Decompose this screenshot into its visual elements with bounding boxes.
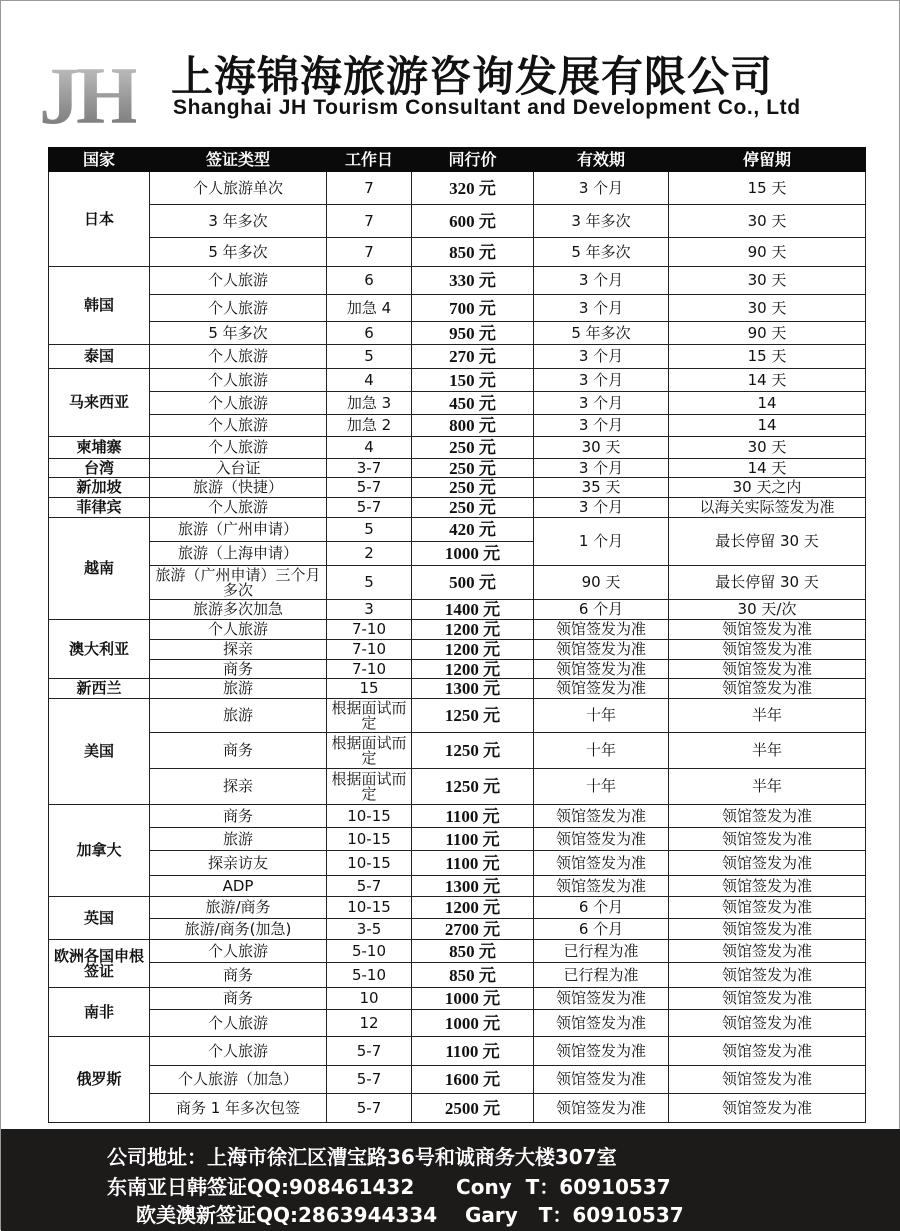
price-cell: 250 元 (412, 459, 534, 478)
price-cell: 850 元 (412, 940, 534, 963)
work-days-cell: 5-7 (327, 1094, 412, 1123)
column-header: 有效期 (534, 148, 669, 172)
stay-cell: 90 天 (669, 322, 866, 345)
table-row (49, 851, 866, 876)
work-days-cell: 7-10 (327, 640, 412, 660)
price-cell: 1000 元 (412, 988, 534, 1010)
stay-cell: 领馆签发为准 (669, 963, 866, 988)
stay-cell: 30 天之内 (669, 478, 866, 498)
validity-cell: 领馆签发为准 (534, 876, 669, 897)
visa-type-cell: 商务 (150, 988, 327, 1010)
country-cell: 泰国 (49, 345, 150, 369)
visa-type-cell: 个人旅游 (150, 1010, 327, 1037)
stay-cell: 14 (669, 415, 866, 437)
visa-price-table (48, 147, 866, 1123)
price-cell: 1100 元 (412, 851, 534, 876)
footer-contact (1, 1129, 900, 1231)
validity-cell: 已行程为准 (534, 940, 669, 963)
table-row (49, 478, 866, 498)
visa-type-cell: 旅游（广州申请）三个月多次 (150, 566, 327, 600)
stay-cell: 15 天 (669, 345, 866, 369)
visa-type-cell: 旅游/商务(加急) (150, 919, 327, 940)
work-days-cell: 7 (327, 238, 412, 267)
price-cell: 1300 元 (412, 876, 534, 897)
work-days-cell: 2 (327, 542, 412, 566)
visa-type-cell: 个人旅游 (150, 437, 327, 459)
work-days-cell: 5-7 (327, 1066, 412, 1094)
validity-cell: 6 个月 (534, 919, 669, 940)
validity-cell: 领馆签发为准 (534, 640, 669, 660)
stay-cell: 领馆签发为准 (669, 640, 866, 660)
stay-cell: 领馆签发为准 (669, 660, 866, 679)
visa-type-cell: 商务 (150, 733, 327, 769)
work-days-cell: 5-10 (327, 963, 412, 988)
stay-cell: 领馆签发为准 (669, 828, 866, 851)
table-header-row (49, 148, 866, 172)
table-row (49, 1066, 866, 1094)
validity-cell: 3 个月 (534, 415, 669, 437)
table-row (49, 805, 866, 828)
price-cell: 1100 元 (412, 805, 534, 828)
table-row (49, 940, 866, 963)
visa-type-cell: 旅游（上海申请） (150, 542, 327, 566)
column-header: 停留期 (669, 148, 866, 172)
validity-cell: 十年 (534, 699, 669, 733)
table-row (49, 600, 866, 620)
table-row (49, 828, 866, 851)
price-cell: 420 元 (412, 518, 534, 542)
work-days-cell: 5-7 (327, 478, 412, 498)
country-cell: 欧洲各国申根签证 (49, 940, 150, 988)
work-days-cell: 3 (327, 600, 412, 620)
visa-type-cell: 个人旅游 (150, 345, 327, 369)
price-cell: 250 元 (412, 478, 534, 498)
table-row (49, 415, 866, 437)
table-row (49, 205, 866, 238)
table-row (49, 769, 866, 805)
price-cell: 1400 元 (412, 600, 534, 620)
validity-cell: 领馆签发为准 (534, 679, 669, 699)
stay-cell: 领馆签发为准 (669, 620, 866, 640)
stay-cell: 90 天 (669, 238, 866, 267)
work-days-cell: 5-7 (327, 1037, 412, 1066)
country-cell: 台湾 (49, 459, 150, 478)
stay-cell: 领馆签发为准 (669, 679, 866, 699)
stay-cell: 30 天 (669, 295, 866, 322)
price-cell: 850 元 (412, 238, 534, 267)
price-cell: 600 元 (412, 205, 534, 238)
table-row (49, 1037, 866, 1066)
validity-cell: 90 天 (534, 566, 669, 600)
table-row (49, 437, 866, 459)
visa-type-cell: 旅游 (150, 828, 327, 851)
validity-cell: 领馆签发为准 (534, 988, 669, 1010)
visa-type-cell: 旅游 (150, 699, 327, 733)
stay-cell: 领馆签发为准 (669, 940, 866, 963)
stay-cell: 半年 (669, 699, 866, 733)
work-days-cell: 5-7 (327, 876, 412, 897)
price-cell: 1200 元 (412, 897, 534, 919)
asia-visa-contact: 东南亚日韩签证QQ:908461432 Cony T：60910537 (107, 1175, 671, 1199)
work-days-cell: 根据面试而定 (327, 769, 412, 805)
validity-cell: 领馆签发为准 (534, 805, 669, 828)
work-days-cell: 10 (327, 988, 412, 1010)
validity-cell: 十年 (534, 733, 669, 769)
stay-cell: 30 天 (669, 205, 866, 238)
visa-type-cell: 个人旅游 (150, 295, 327, 322)
column-header: 工作日 (327, 148, 412, 172)
work-days-cell: 5 (327, 345, 412, 369)
table-row (49, 620, 866, 640)
price-cell: 500 元 (412, 566, 534, 600)
work-days-cell: 3-5 (327, 919, 412, 940)
price-cell: 270 元 (412, 345, 534, 369)
table-row (49, 498, 866, 518)
table-row (49, 988, 866, 1010)
work-days-cell: 5 (327, 518, 412, 542)
table-row (49, 919, 866, 940)
stay-cell: 最长停留 30 天 (669, 518, 866, 566)
stay-cell: 领馆签发为准 (669, 1037, 866, 1066)
validity-cell: 3 个月 (534, 498, 669, 518)
table-row (49, 295, 866, 322)
visa-type-cell: 探亲 (150, 640, 327, 660)
visa-type-cell: 个人旅游（加急） (150, 1066, 327, 1094)
country-cell: 柬埔寨 (49, 437, 150, 459)
visa-type-cell: 个人旅游 (150, 415, 327, 437)
country-cell: 韩国 (49, 267, 150, 345)
stay-cell: 30 天 (669, 437, 866, 459)
validity-cell: 领馆签发为准 (534, 1037, 669, 1066)
visa-type-cell: 个人旅游 (150, 1037, 327, 1066)
stay-cell: 30 天/次 (669, 600, 866, 620)
work-days-cell: 15 (327, 679, 412, 699)
visa-type-cell: 3 年多次 (150, 205, 327, 238)
country-cell: 菲律宾 (49, 498, 150, 518)
work-days-cell: 10-15 (327, 828, 412, 851)
price-cell: 1300 元 (412, 679, 534, 699)
work-days-cell: 加急 2 (327, 415, 412, 437)
table-row (49, 963, 866, 988)
company-name-en: Shanghai JH Tourism Consultant and Development Co., Ltd (173, 96, 801, 119)
price-cell: 1200 元 (412, 620, 534, 640)
validity-cell: 3 个月 (534, 369, 669, 392)
table-row (49, 876, 866, 897)
visa-type-cell: 个人旅游 (150, 369, 327, 392)
work-days-cell: 5 (327, 566, 412, 600)
visa-type-cell: 个人旅游 (150, 940, 327, 963)
work-days-cell: 7 (327, 172, 412, 205)
country-cell: 英国 (49, 897, 150, 940)
price-cell: 1200 元 (412, 660, 534, 679)
stay-cell: 30 天 (669, 267, 866, 295)
validity-cell: 已行程为准 (534, 963, 669, 988)
price-cell: 1250 元 (412, 699, 534, 733)
validity-cell: 3 个月 (534, 267, 669, 295)
validity-cell: 领馆签发为准 (534, 851, 669, 876)
table-row (49, 172, 866, 205)
validity-cell: 3 年多次 (534, 205, 669, 238)
table-row (49, 733, 866, 769)
work-days-cell: 7-10 (327, 620, 412, 640)
stay-cell: 14 天 (669, 369, 866, 392)
work-days-cell: 7 (327, 205, 412, 238)
visa-type-cell: 探亲访友 (150, 851, 327, 876)
table-row (49, 267, 866, 295)
visa-type-cell: 个人旅游 (150, 498, 327, 518)
validity-cell: 领馆签发为准 (534, 1066, 669, 1094)
visa-type-cell: 旅游 (150, 679, 327, 699)
visa-type-cell: 5 年多次 (150, 238, 327, 267)
price-cell: 950 元 (412, 322, 534, 345)
work-days-cell: 加急 4 (327, 295, 412, 322)
validity-cell: 3 个月 (534, 392, 669, 415)
visa-type-cell: 探亲 (150, 769, 327, 805)
validity-cell: 领馆签发为准 (534, 660, 669, 679)
country-cell: 美国 (49, 699, 150, 805)
column-header: 签证类型 (150, 148, 327, 172)
price-cell: 450 元 (412, 392, 534, 415)
price-cell: 1000 元 (412, 542, 534, 566)
visa-type-cell: 商务 (150, 963, 327, 988)
validity-cell: 领馆签发为准 (534, 1094, 669, 1123)
work-days-cell: 5-7 (327, 498, 412, 518)
work-days-cell: 3-7 (327, 459, 412, 478)
country-cell: 越南 (49, 518, 150, 620)
work-days-cell: 7-10 (327, 660, 412, 679)
visa-type-cell: 入台证 (150, 459, 327, 478)
price-cell: 250 元 (412, 498, 534, 518)
visa-type-cell: ADP (150, 876, 327, 897)
work-days-cell: 根据面试而定 (327, 733, 412, 769)
company-logo: JH (39, 50, 136, 141)
validity-cell: 3 个月 (534, 295, 669, 322)
validity-cell: 6 个月 (534, 600, 669, 620)
validity-cell: 十年 (534, 769, 669, 805)
west-visa-contact: 欧美澳新签证QQ:2863944334 Gary T：60910537 (136, 1203, 684, 1227)
table-row (49, 660, 866, 679)
table-row (49, 369, 866, 392)
work-days-cell: 10-15 (327, 851, 412, 876)
company-address: 公司地址：上海市徐汇区漕宝路36号和诚商务大楼307室 (107, 1145, 617, 1169)
stay-cell: 领馆签发为准 (669, 851, 866, 876)
work-days-cell: 4 (327, 437, 412, 459)
price-cell: 1250 元 (412, 769, 534, 805)
price-cell: 1250 元 (412, 733, 534, 769)
country-cell: 加拿大 (49, 805, 150, 897)
work-days-cell: 12 (327, 1010, 412, 1037)
stay-cell: 以海关实际签发为准 (669, 498, 866, 518)
work-days-cell: 6 (327, 322, 412, 345)
work-days-cell: 加急 3 (327, 392, 412, 415)
country-cell: 俄罗斯 (49, 1037, 150, 1123)
visa-type-cell: 个人旅游单次 (150, 172, 327, 205)
country-cell: 南非 (49, 988, 150, 1037)
price-cell: 850 元 (412, 963, 534, 988)
visa-type-cell: 个人旅游 (150, 267, 327, 295)
price-cell: 800 元 (412, 415, 534, 437)
work-days-cell: 4 (327, 369, 412, 392)
validity-cell: 5 年多次 (534, 322, 669, 345)
stay-cell: 领馆签发为准 (669, 897, 866, 919)
validity-cell: 1 个月 (534, 518, 669, 566)
stay-cell: 半年 (669, 769, 866, 805)
visa-type-cell: 个人旅游 (150, 620, 327, 640)
price-cell: 1600 元 (412, 1066, 534, 1094)
stay-cell: 领馆签发为准 (669, 1066, 866, 1094)
table-row (49, 699, 866, 733)
visa-type-cell: 商务 (150, 805, 327, 828)
validity-cell: 5 年多次 (534, 238, 669, 267)
price-cell: 1100 元 (412, 828, 534, 851)
visa-type-cell: 旅游（广州申请） (150, 518, 327, 542)
price-cell: 250 元 (412, 437, 534, 459)
table-row (49, 679, 866, 699)
price-cell: 700 元 (412, 295, 534, 322)
price-cell: 320 元 (412, 172, 534, 205)
price-cell: 330 元 (412, 267, 534, 295)
visa-type-cell: 旅游（快捷） (150, 478, 327, 498)
table-row (49, 345, 866, 369)
country-cell: 马来西亚 (49, 369, 150, 437)
table-row (49, 640, 866, 660)
stay-cell: 领馆签发为准 (669, 876, 866, 897)
price-cell: 2700 元 (412, 919, 534, 940)
validity-cell: 3 个月 (534, 345, 669, 369)
price-cell: 1200 元 (412, 640, 534, 660)
stay-cell: 15 天 (669, 172, 866, 205)
stay-cell: 领馆签发为准 (669, 1010, 866, 1037)
table-row (49, 238, 866, 267)
price-cell: 150 元 (412, 369, 534, 392)
visa-type-cell: 商务 (150, 660, 327, 679)
table-row (49, 392, 866, 415)
stay-cell: 领馆签发为准 (669, 805, 866, 828)
validity-cell: 领馆签发为准 (534, 828, 669, 851)
table-row (49, 459, 866, 478)
column-header: 同行价 (412, 148, 534, 172)
work-days-cell: 5-10 (327, 940, 412, 963)
stay-cell: 14 (669, 392, 866, 415)
stay-cell: 领馆签发为准 (669, 1094, 866, 1123)
work-days-cell: 6 (327, 267, 412, 295)
stay-cell: 领馆签发为准 (669, 919, 866, 940)
table-row (49, 518, 866, 542)
work-days-cell: 10-15 (327, 897, 412, 919)
validity-cell: 领馆签发为准 (534, 1010, 669, 1037)
visa-type-cell: 旅游/商务 (150, 897, 327, 919)
table-row (49, 322, 866, 345)
table-row (49, 897, 866, 919)
country-cell: 新加坡 (49, 478, 150, 498)
validity-cell: 6 个月 (534, 897, 669, 919)
country-cell: 澳大利亚 (49, 620, 150, 679)
stay-cell: 14 天 (669, 459, 866, 478)
country-cell: 日本 (49, 172, 150, 267)
price-cell: 1100 元 (412, 1037, 534, 1066)
visa-type-cell: 个人旅游 (150, 392, 327, 415)
price-cell: 1000 元 (412, 1010, 534, 1037)
validity-cell: 30 天 (534, 437, 669, 459)
work-days-cell: 10-15 (327, 805, 412, 828)
table-row (49, 566, 866, 600)
table-row (49, 1094, 866, 1123)
table-row (49, 1010, 866, 1037)
price-cell: 2500 元 (412, 1094, 534, 1123)
column-header: 国家 (49, 148, 150, 172)
stay-cell: 领馆签发为准 (669, 988, 866, 1010)
validity-cell: 领馆签发为准 (534, 620, 669, 640)
visa-type-cell: 旅游多次加急 (150, 600, 327, 620)
stay-cell: 最长停留 30 天 (669, 566, 866, 600)
visa-type-cell: 商务 1 年多次包签 (150, 1094, 327, 1123)
validity-cell: 35 天 (534, 478, 669, 498)
validity-cell: 3 个月 (534, 172, 669, 205)
company-name-cn: 上海锦海旅游咨询发展有限公司 (171, 52, 774, 101)
country-cell: 新西兰 (49, 679, 150, 699)
visa-type-cell: 5 年多次 (150, 322, 327, 345)
work-days-cell: 根据面试而定 (327, 699, 412, 733)
stay-cell: 半年 (669, 733, 866, 769)
validity-cell: 3 个月 (534, 459, 669, 478)
